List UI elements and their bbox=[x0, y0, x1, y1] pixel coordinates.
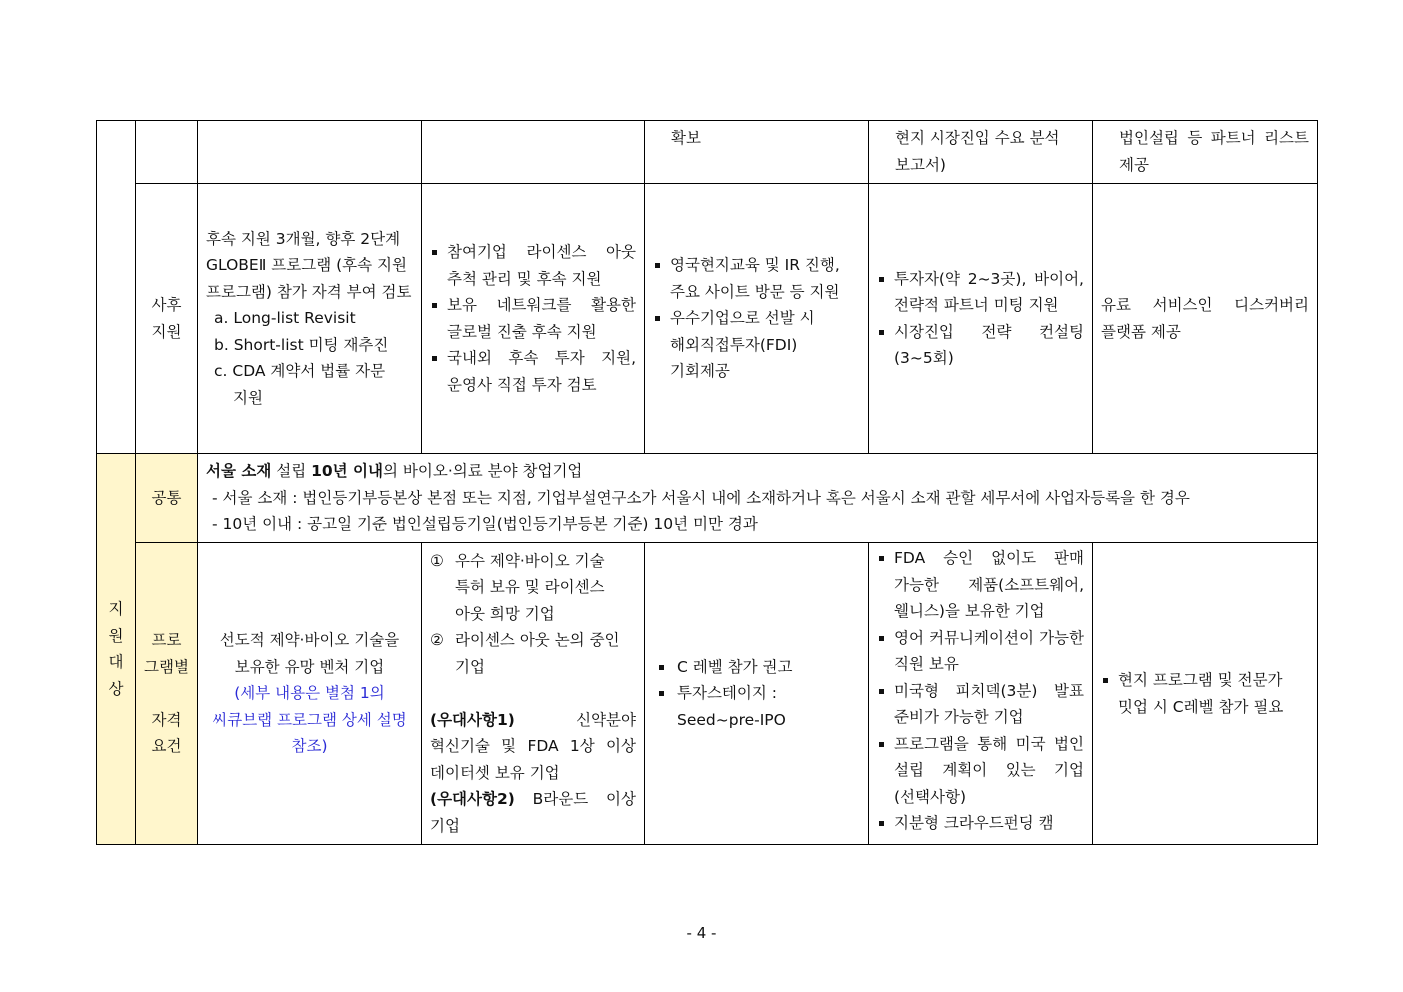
aftercare-col5 bbox=[645, 184, 869, 454]
list-item: 보유 네트워크를 활용한 글로벌 진출 후속 지원 bbox=[430, 292, 636, 345]
table-row-continuation bbox=[97, 121, 1318, 184]
cell-intro: 후속 지원 3개월, 향후 2단계 GLOBEⅡ 프로그램 (후속 지원 프로그램) 참가 자격 부여 검토 bbox=[206, 229, 412, 301]
list-item: 국내외 후속 투자 지원, 운영사 직접 투자 검토 bbox=[430, 345, 636, 398]
list-item: 영어 커뮤니케이션이 가능한 직원 보유 bbox=[877, 625, 1084, 678]
cell-text: 현지 시장진입 수요 분석 보고서) bbox=[869, 121, 1093, 184]
list-item: 현지 프로그램 및 전문가 밋업 시 C레벨 참가 필요 bbox=[1101, 667, 1309, 720]
row-label-common: 공통 bbox=[136, 454, 198, 543]
list-item: C 레벨 참가 권고 bbox=[657, 654, 860, 681]
number-marker: ② bbox=[430, 631, 444, 650]
aftercare-col7: 유료 서비스인 디스커버리 플랫폼 제공 bbox=[1093, 184, 1318, 454]
list-item: b. Short-list 미팅 재추진 bbox=[214, 335, 389, 354]
aftercare-col6 bbox=[869, 184, 1093, 454]
page-number: - 4 - bbox=[686, 924, 717, 942]
table-row-common bbox=[97, 454, 1318, 543]
label-line: 자격 bbox=[151, 710, 182, 729]
list-item: c. CDA 계약서 법률 자문 지원 bbox=[214, 362, 386, 407]
program-col3 bbox=[198, 543, 422, 845]
list-item: 지분형 크라우드펀딩 캠 bbox=[877, 810, 1084, 837]
list-item: 참여기업 라이센스 아웃 추척 관리 및 후속 지원 bbox=[430, 239, 636, 292]
aftercare-col4 bbox=[422, 184, 645, 454]
row-label-aftercare bbox=[136, 184, 198, 454]
table-row-aftercare bbox=[97, 184, 1318, 454]
program-col4 bbox=[422, 543, 645, 845]
preference-item: (우대사항1) 신약분야 혁신기술 및 FDA 1상 이상 데이터셋 보유 기업 bbox=[430, 710, 636, 782]
label-cell-empty bbox=[136, 121, 198, 184]
label-char: 상 bbox=[108, 679, 124, 698]
program-col5 bbox=[645, 543, 869, 845]
list-item: 투자자(약 2~3곳), 바이어, 전략적 파트너 미팅 지원 bbox=[877, 266, 1084, 319]
program-note: (세부 내용은 별첨 1의 씨큐브랩 프로그램 상세 설명 참조) bbox=[212, 684, 407, 756]
list-item: a. Long-list Revisit bbox=[214, 309, 356, 328]
cell-text: 법인설립 등 파트너 리스트 제공 bbox=[1093, 121, 1318, 184]
list-item: 투자스테이지 : Seed~pre-IPO bbox=[657, 680, 860, 733]
table-row-program bbox=[97, 543, 1318, 845]
list-item: 프로그램을 통해 미국 법인 설립 계획이 있는 기업(선택사항) bbox=[877, 731, 1084, 811]
numbered-item: ② 라이센스 아웃 논의 중인 기업 bbox=[430, 627, 636, 680]
numbered-item: ① 우수 제약·바이오 기술 특허 보유 및 라이센스 아웃 희망 기업 bbox=[430, 548, 636, 628]
spacer bbox=[430, 680, 636, 707]
cell-empty bbox=[198, 121, 422, 184]
program-table bbox=[96, 120, 1318, 845]
label-line: 요건 bbox=[151, 737, 182, 756]
common-headline: 서울 소재 설립 10년 이내의 바이오·의료 분야 창업기업 bbox=[206, 462, 583, 481]
label-line: 사후 bbox=[151, 296, 182, 314]
label-line: 그램별 bbox=[144, 657, 189, 676]
label-char: 지 bbox=[108, 600, 124, 618]
list-item: 시장진입 전략 컨설팅 (3~5회) bbox=[877, 319, 1084, 372]
label-line: 지원 bbox=[151, 322, 182, 341]
list-item: 영국현지교육 및 IR 진행, 주요 사이트 방문 등 지원 bbox=[653, 252, 860, 305]
program-col6 bbox=[869, 543, 1093, 845]
section-cell-empty bbox=[97, 121, 136, 454]
program-col7 bbox=[1093, 543, 1318, 845]
cell-empty bbox=[422, 121, 645, 184]
number-marker: ① bbox=[430, 551, 444, 570]
label-char: 원 bbox=[108, 626, 124, 645]
common-detail: - 10년 이내 : 공고일 기준 법인설립등기일(법인등기부등본 기준) 10년 미만 경과 bbox=[212, 515, 758, 534]
label-line: 프로 bbox=[151, 631, 182, 650]
common-detail: - 서울 소재 : 법인등기부등본상 본점 또는 지점, 기업부설연구소가 서울시 내에 소재하거나 혹은 서울시 소재 관할 세무서에 사업자등록을 한 경우 bbox=[212, 488, 1190, 507]
cell-text: 확보 bbox=[645, 121, 869, 184]
program-summary: 선도적 제약·바이오 기술을 보유한 유망 벤처 기업 bbox=[219, 631, 400, 676]
preference-item: (우대사항2) B라운드 이상 기업 bbox=[430, 790, 636, 835]
list-item: 미국형 피치덱(3분) 발표 준비가 가능한 기업 bbox=[877, 678, 1084, 731]
list-item: FDA 승인 없이도 판매 가능한 제품(소프트웨어, 웰니스)을 보유한 기업 bbox=[877, 545, 1084, 625]
row-label-program bbox=[136, 543, 198, 845]
aftercare-col3 bbox=[198, 184, 422, 454]
label-spacer bbox=[136, 680, 197, 707]
label-char: 대 bbox=[108, 653, 124, 671]
common-content bbox=[198, 454, 1318, 543]
section-label-eligibility bbox=[97, 454, 136, 845]
list-item: 우수기업으로 선발 시 해외직접투자(FDI) 기회제공 bbox=[653, 305, 860, 385]
